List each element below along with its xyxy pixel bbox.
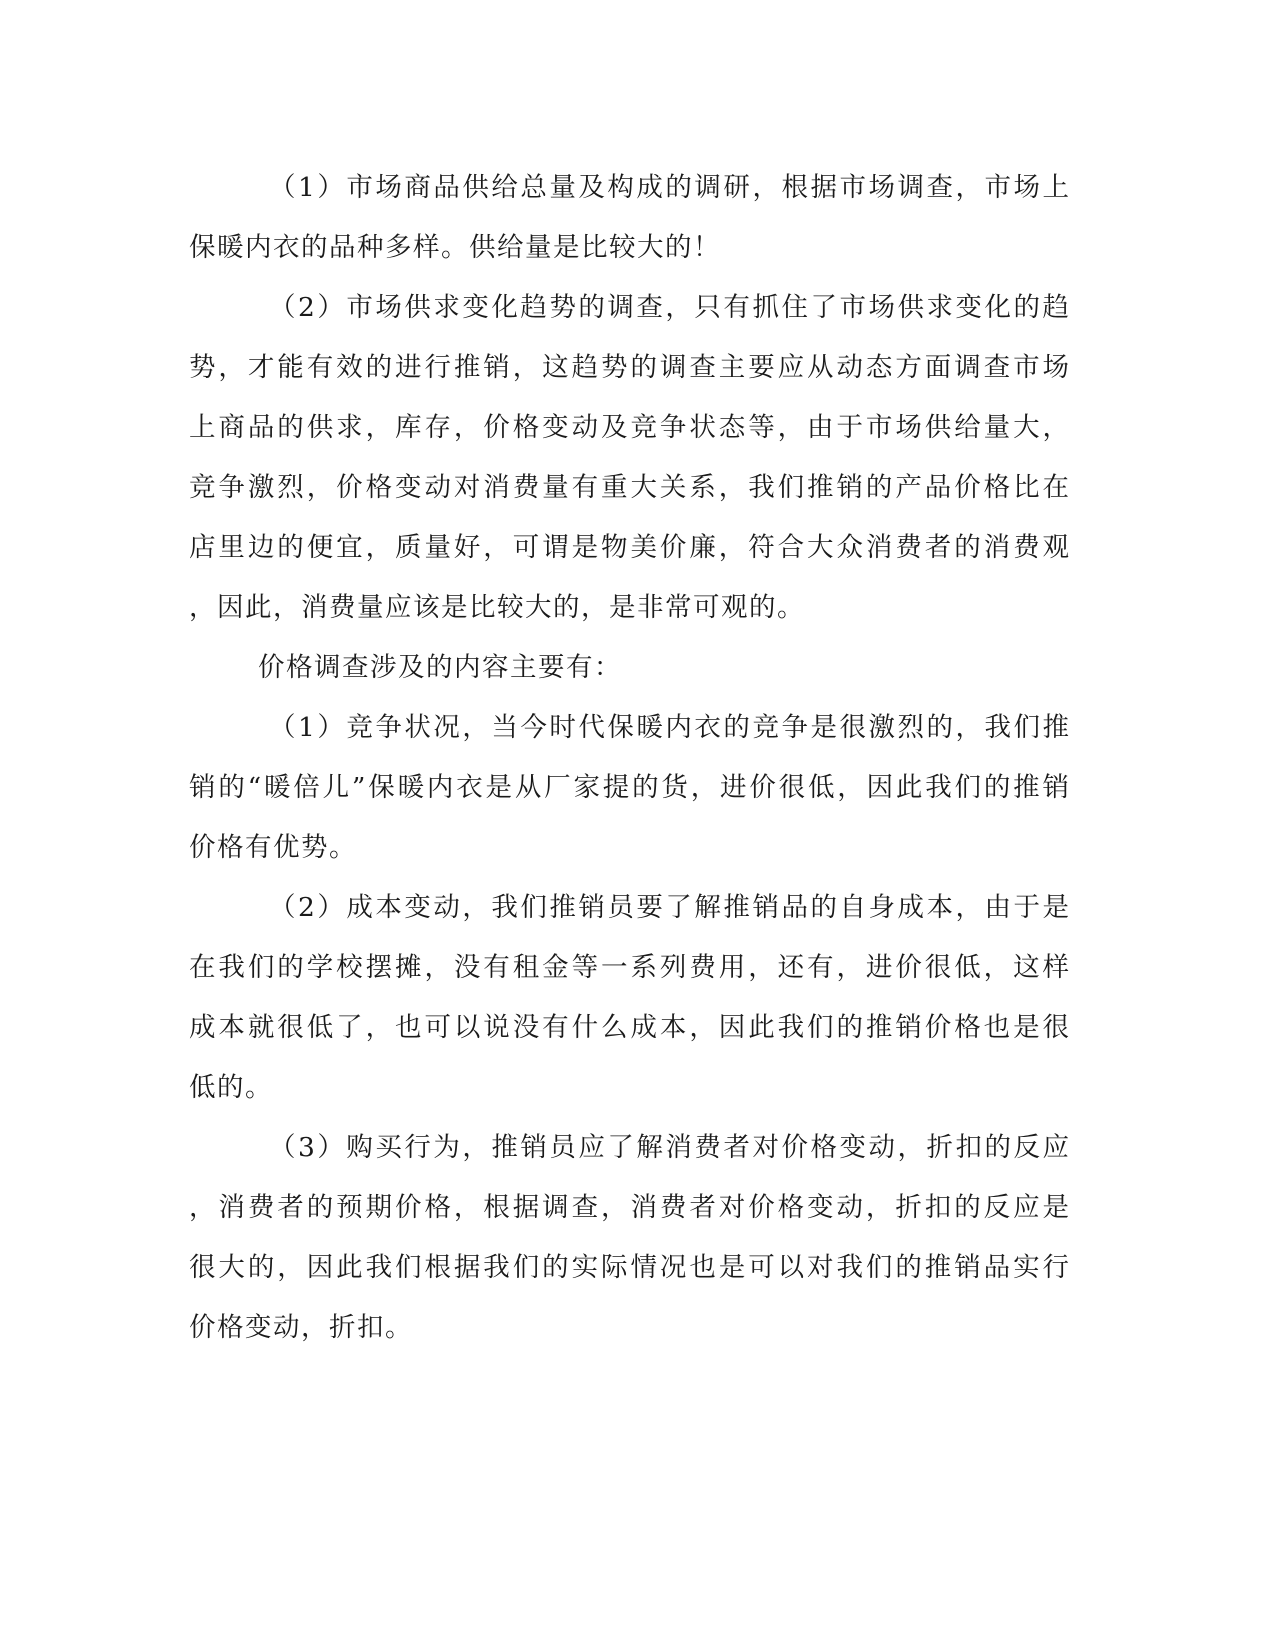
- text-line: （1）竞争状况，当今时代保暖内衣的竞争是很激烈的，我们推: [269, 712, 1069, 743]
- section-heading: 价格调查涉及的内容主要有：: [258, 652, 622, 683]
- text-line: 价格变动，折扣。: [189, 1312, 413, 1343]
- text-line: （2）成本变动，我们推销员要了解推销品的自身成本，由于是: [269, 892, 1069, 923]
- text-line: 低的。: [189, 1072, 273, 1103]
- text-line: （1）市场商品供给总量及构成的调研，根据市场调查，市场上: [269, 172, 1069, 203]
- text-line: 销的“暖倍儿”保暖内衣是从厂家提的货，进价很低，因此我们的推销: [189, 772, 1069, 803]
- text-line: 上商品的供求，库存，价格变动及竞争状态等，由于市场供给量大，: [189, 412, 1069, 443]
- text-line: ，消费者的预期价格，根据调查，消费者对价格变动，折扣的反应是: [189, 1192, 1069, 1223]
- text-line: （3）购买行为，推销员应了解消费者对价格变动，折扣的反应: [269, 1132, 1069, 1163]
- text-line: 保暖内衣的品种多样。供给量是比较大的！: [189, 232, 721, 263]
- text-line: ，因此，消费量应该是比较大的，是非常可观的。: [189, 592, 805, 623]
- text-line: 店里边的便宜，质量好，可谓是物美价廉，符合大众消费者的消费观: [189, 532, 1069, 563]
- text-line: 势，才能有效的进行推销，这趋势的调查主要应从动态方面调查市场: [189, 352, 1069, 383]
- text-line: 价格有优势。: [189, 832, 357, 863]
- text-line: 在我们的学校摆摊，没有租金等一系列费用，还有，进价很低，这样: [189, 952, 1069, 983]
- text-line: 竞争激烈，价格变动对消费量有重大关系，我们推销的产品价格比在: [189, 472, 1069, 503]
- text-line: 很大的，因此我们根据我们的实际情况也是可以对我们的推销品实行: [189, 1252, 1069, 1283]
- text-line: 成本就很低了，也可以说没有什么成本，因此我们的推销价格也是很: [189, 1012, 1069, 1043]
- text-line: （2）市场供求变化趋势的调查，只有抓住了市场供求变化的趋: [269, 292, 1069, 323]
